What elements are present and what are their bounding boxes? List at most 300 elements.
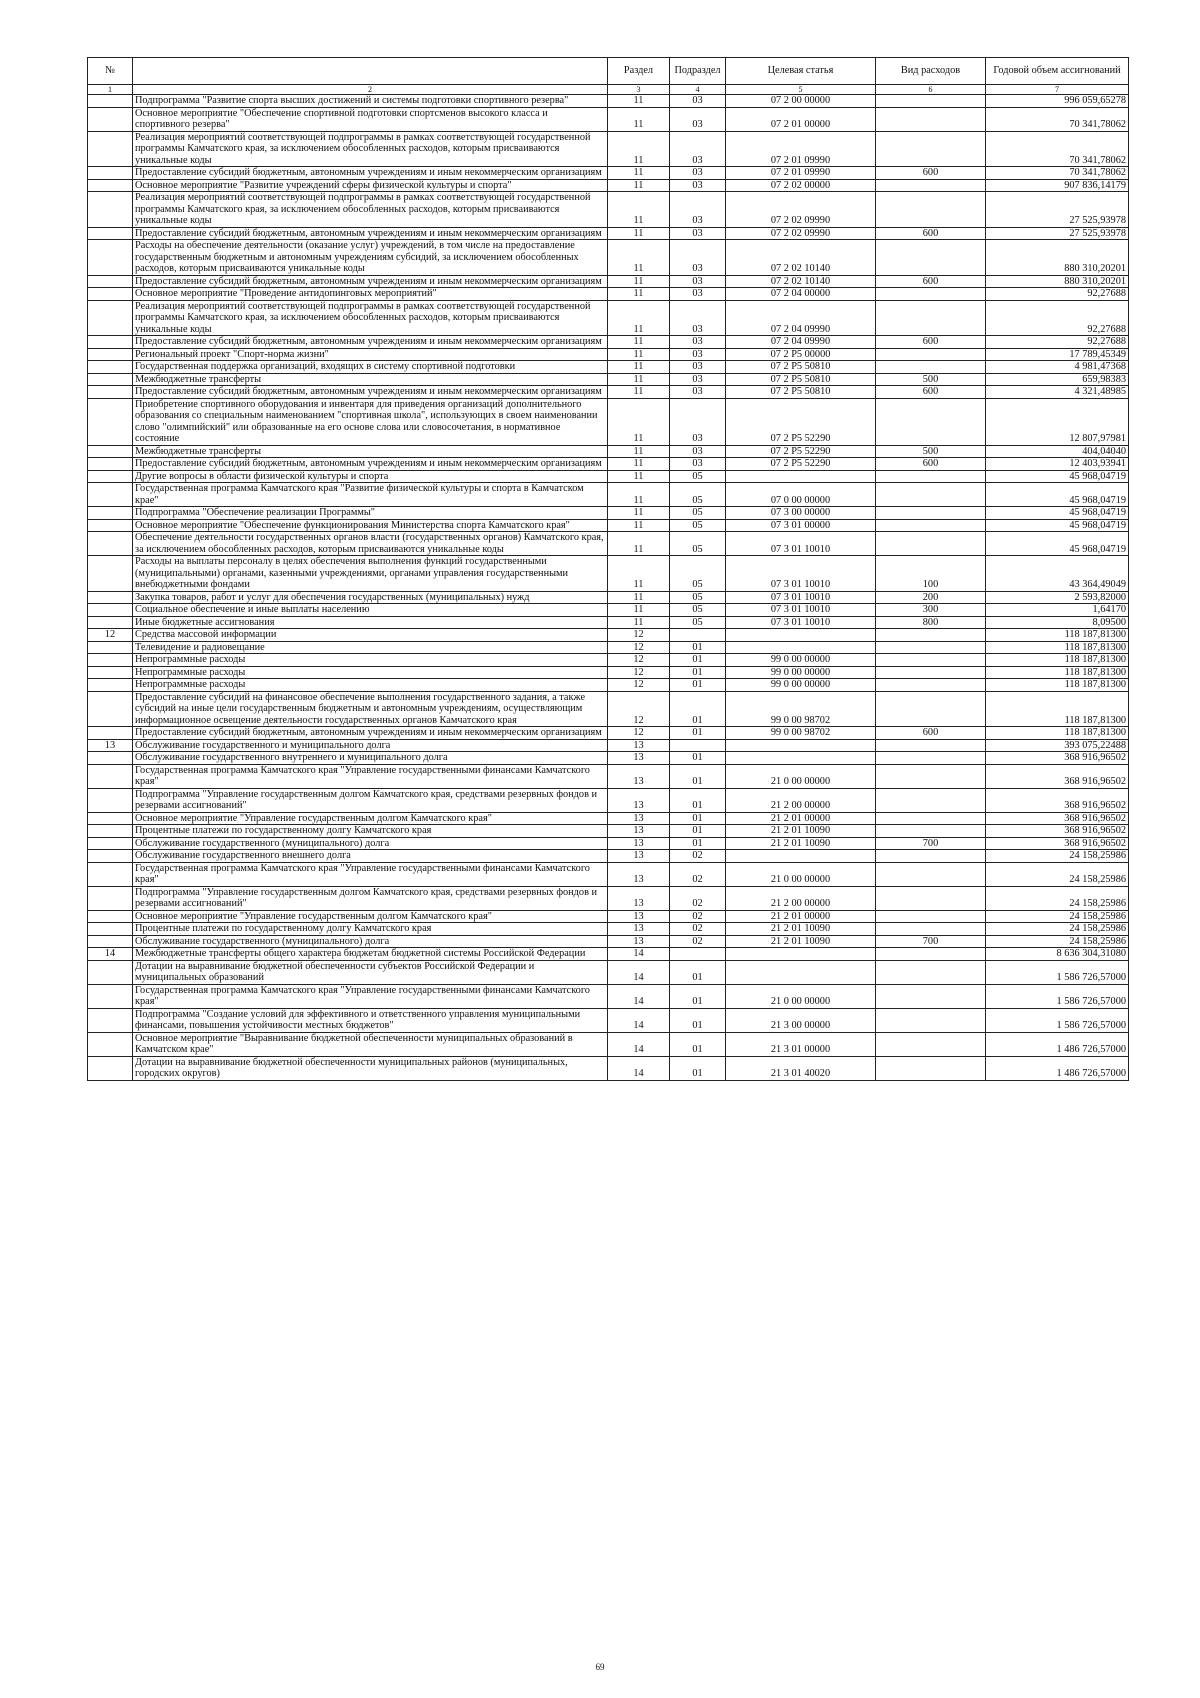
row-name: Государственная программа Камчатского края "Управление государственными финансами Камчатского края" <box>133 984 608 1008</box>
row-target-article: 07 2 04 00000 <box>726 288 876 301</box>
row-subsection: 01 <box>670 788 726 812</box>
row-number <box>88 192 133 228</box>
row-amount: 4 981,47368 <box>986 361 1129 374</box>
row-amount: 368 916,96502 <box>986 812 1129 825</box>
row-target-article: 07 2 P5 52290 <box>726 445 876 458</box>
row-target-article: 21 2 01 00000 <box>726 910 876 923</box>
row-section: 14 <box>608 1056 670 1080</box>
row-amount: 24 158,25986 <box>986 910 1129 923</box>
row-section: 11 <box>608 107 670 131</box>
row-target-article <box>726 850 876 863</box>
row-amount: 24 158,25986 <box>986 886 1129 910</box>
row-amount: 996 059,65278 <box>986 95 1129 108</box>
row-target-article: 21 2 01 00000 <box>726 812 876 825</box>
row-section: 13 <box>608 886 670 910</box>
row-expense-kind <box>876 483 986 507</box>
row-subsection: 03 <box>670 192 726 228</box>
table-row <box>88 107 1129 131</box>
row-subsection: 02 <box>670 935 726 948</box>
table-row <box>88 910 1129 923</box>
row-expense-kind <box>876 641 986 654</box>
row-subsection: 01 <box>670 960 726 984</box>
row-expense-kind <box>876 519 986 532</box>
row-amount: 368 916,96502 <box>986 788 1129 812</box>
row-subsection: 03 <box>670 275 726 288</box>
row-name: Основное мероприятие "Обеспечение функционирования Министерства спорта Камчатского края" <box>133 519 608 532</box>
table-row <box>88 445 1129 458</box>
row-amount: 368 916,96502 <box>986 752 1129 765</box>
row-target-article: 07 2 02 09990 <box>726 192 876 228</box>
row-amount: 92,27688 <box>986 288 1129 301</box>
row-section: 14 <box>608 984 670 1008</box>
row-amount: 24 158,25986 <box>986 850 1129 863</box>
row-number <box>88 862 133 886</box>
row-number <box>88 483 133 507</box>
row-amount: 907 836,14179 <box>986 179 1129 192</box>
header-subsection: Подраздел <box>670 58 726 85</box>
row-expense-kind <box>876 812 986 825</box>
row-name: Предоставление субсидий бюджетным, автономным учреждениям и иным некоммерческим организациям <box>133 386 608 399</box>
table-row <box>88 227 1129 240</box>
row-amount: 70 341,78062 <box>986 107 1129 131</box>
row-number <box>88 691 133 727</box>
row-number <box>88 886 133 910</box>
row-number <box>88 458 133 471</box>
row-expense-kind <box>876 666 986 679</box>
row-section: 12 <box>608 727 670 740</box>
row-number <box>88 812 133 825</box>
row-number <box>88 679 133 692</box>
row-amount: 1 586 726,57000 <box>986 984 1129 1008</box>
row-target-article: 99 0 00 00000 <box>726 654 876 667</box>
header-target: Целевая статья <box>726 58 876 85</box>
row-amount: 12 807,97981 <box>986 398 1129 445</box>
row-name: Реализация мероприятий соответствующей подпрограммы в рамках соответствующей государственной программы Камчатского края, за исключением обособленных расходов, которым присваиваются уникальные коды <box>133 300 608 336</box>
row-expense-kind: 600 <box>876 727 986 740</box>
row-target-article: 07 2 04 09990 <box>726 300 876 336</box>
table-row <box>88 398 1129 445</box>
row-amount: 70 341,78062 <box>986 167 1129 180</box>
row-section: 11 <box>608 95 670 108</box>
table-row <box>88 764 1129 788</box>
row-section: 11 <box>608 373 670 386</box>
row-name: Расходы на выплаты персоналу в целях обеспечения выполнения функций государственными (муниципальными) органами, казенными учреждениями, органами управления государственными внебюджетными фондами <box>133 556 608 592</box>
row-target-article: 21 0 00 00000 <box>726 862 876 886</box>
row-subsection: 01 <box>670 837 726 850</box>
row-subsection: 05 <box>670 483 726 507</box>
row-name: Дотации на выравнивание бюджетной обеспеченности субъектов Российской Федерации и муниципальных образований <box>133 960 608 984</box>
row-number <box>88 604 133 617</box>
row-name: Основное мероприятие "Управление государственным долгом Камчатского края" <box>133 812 608 825</box>
table-row <box>88 679 1129 692</box>
row-expense-kind <box>876 679 986 692</box>
row-section: 11 <box>608 386 670 399</box>
row-section: 11 <box>608 591 670 604</box>
row-expense-kind <box>876 910 986 923</box>
row-number <box>88 1056 133 1080</box>
table-row <box>88 825 1129 838</box>
row-section: 14 <box>608 1032 670 1056</box>
row-subsection <box>670 629 726 642</box>
row-number <box>88 227 133 240</box>
row-subsection: 03 <box>670 336 726 349</box>
row-target-article: 21 2 01 10090 <box>726 825 876 838</box>
row-name: Государственная программа Камчатского края "Управление государственными финансами Камчатского края" <box>133 764 608 788</box>
row-amount: 118 187,81300 <box>986 727 1129 740</box>
row-expense-kind <box>876 1032 986 1056</box>
row-section: 11 <box>608 556 670 592</box>
row-number <box>88 470 133 483</box>
row-number <box>88 556 133 592</box>
row-amount: 118 187,81300 <box>986 654 1129 667</box>
row-expense-kind: 800 <box>876 616 986 629</box>
row-name: Предоставление субсидий бюджетным, автономным учреждениям и иным некоммерческим организациям <box>133 167 608 180</box>
row-expense-kind <box>876 739 986 752</box>
row-expense-kind <box>876 752 986 765</box>
row-number <box>88 788 133 812</box>
row-expense-kind <box>876 691 986 727</box>
row-section: 11 <box>608 336 670 349</box>
table-row <box>88 1032 1129 1056</box>
row-subsection: 01 <box>670 691 726 727</box>
row-expense-kind: 700 <box>876 837 986 850</box>
row-subsection: 01 <box>670 679 726 692</box>
row-name: Основное мероприятие "Проведение антидопинговых мероприятий" <box>133 288 608 301</box>
table-row <box>88 519 1129 532</box>
row-subsection: 05 <box>670 556 726 592</box>
row-subsection <box>670 739 726 752</box>
row-subsection: 03 <box>670 373 726 386</box>
row-name: Расходы на обеспечение деятельности (оказание услуг) учреждений, в том числе на предоставление государственным бюджетным и автономным учреждениям субсидий, за исключением обособленных расходов, которым присваиваются уникальные коды <box>133 240 608 276</box>
row-number <box>88 532 133 556</box>
row-target-article: 07 2 01 09990 <box>726 131 876 167</box>
row-name: Основное мероприятие "Выравнивание бюджетной обеспеченности муниципальных образований в Камчатском крае" <box>133 1032 608 1056</box>
row-number <box>88 507 133 520</box>
header-number: 3 <box>608 85 670 95</box>
row-amount: 27 525,93978 <box>986 192 1129 228</box>
row-name: Закупка товаров, работ и услуг для обеспечения государственных (муниципальных) нужд <box>133 591 608 604</box>
row-target-article: 07 2 00 00000 <box>726 95 876 108</box>
row-number <box>88 616 133 629</box>
row-target-article: 07 2 02 10140 <box>726 275 876 288</box>
row-target-article <box>726 960 876 984</box>
row-section: 14 <box>608 1008 670 1032</box>
row-section: 13 <box>608 923 670 936</box>
row-amount: 659,98383 <box>986 373 1129 386</box>
row-number <box>88 923 133 936</box>
header-amount: Годовой объем ассигнований <box>986 58 1129 85</box>
table-row <box>88 361 1129 374</box>
header-number: 7 <box>986 85 1129 95</box>
row-amount: 24 158,25986 <box>986 923 1129 936</box>
table-row <box>88 1056 1129 1080</box>
row-expense-kind <box>876 886 986 910</box>
row-subsection: 03 <box>670 131 726 167</box>
row-amount: 368 916,96502 <box>986 825 1129 838</box>
table-row <box>88 95 1129 108</box>
row-expense-kind: 600 <box>876 336 986 349</box>
row-expense-kind: 100 <box>876 556 986 592</box>
row-expense-kind: 500 <box>876 445 986 458</box>
header-name <box>133 58 608 85</box>
row-target-article: 21 2 01 10090 <box>726 923 876 936</box>
row-number: 14 <box>88 948 133 961</box>
table-row <box>88 483 1129 507</box>
row-number <box>88 95 133 108</box>
row-expense-kind: 600 <box>876 275 986 288</box>
row-subsection: 02 <box>670 923 726 936</box>
row-name: Предоставление субсидий бюджетным, автономным учреждениям и иным некоммерческим организациям <box>133 275 608 288</box>
row-target-article: 21 3 01 00000 <box>726 1032 876 1056</box>
table-row <box>88 240 1129 276</box>
row-section: 11 <box>608 519 670 532</box>
row-subsection: 03 <box>670 240 726 276</box>
header-section: Раздел <box>608 58 670 85</box>
row-amount: 1 586 726,57000 <box>986 1008 1129 1032</box>
row-expense-kind <box>876 300 986 336</box>
table-row <box>88 288 1129 301</box>
row-amount: 45 968,04719 <box>986 507 1129 520</box>
row-target-article: 99 0 00 98702 <box>726 691 876 727</box>
row-name: Предоставление субсидий бюджетным, автономным учреждениям и иным некоммерческим организациям <box>133 336 608 349</box>
row-section: 11 <box>608 361 670 374</box>
row-amount: 70 341,78062 <box>986 131 1129 167</box>
row-name: Непрограммные расходы <box>133 654 608 667</box>
row-target-article: 07 2 P5 50810 <box>726 373 876 386</box>
row-subsection: 02 <box>670 862 726 886</box>
row-section: 11 <box>608 167 670 180</box>
table-row <box>88 739 1129 752</box>
table-row <box>88 167 1129 180</box>
row-amount: 118 187,81300 <box>986 691 1129 727</box>
row-target-article: 21 3 01 40020 <box>726 1056 876 1080</box>
row-target-article: 07 2 02 00000 <box>726 179 876 192</box>
row-target-article <box>726 752 876 765</box>
row-expense-kind: 600 <box>876 167 986 180</box>
row-name: Непрограммные расходы <box>133 679 608 692</box>
table-row <box>88 691 1129 727</box>
row-subsection: 02 <box>670 910 726 923</box>
row-amount: 92,27688 <box>986 336 1129 349</box>
row-subsection: 01 <box>670 1032 726 1056</box>
table-row <box>88 960 1129 984</box>
table-row <box>88 532 1129 556</box>
row-subsection: 05 <box>670 532 726 556</box>
row-number <box>88 591 133 604</box>
row-subsection <box>670 948 726 961</box>
row-subsection: 02 <box>670 886 726 910</box>
row-subsection: 05 <box>670 519 726 532</box>
row-target-article: 99 0 00 00000 <box>726 666 876 679</box>
table-row <box>88 837 1129 850</box>
row-number <box>88 825 133 838</box>
table-row <box>88 752 1129 765</box>
row-section: 11 <box>608 470 670 483</box>
row-name: Межбюджетные трансферты <box>133 373 608 386</box>
row-amount: 27 525,93978 <box>986 227 1129 240</box>
row-section: 13 <box>608 837 670 850</box>
row-section: 12 <box>608 679 670 692</box>
row-target-article: 07 2 02 09990 <box>726 227 876 240</box>
row-amount: 8,09500 <box>986 616 1129 629</box>
row-number <box>88 300 133 336</box>
row-section: 13 <box>608 764 670 788</box>
row-target-article <box>726 470 876 483</box>
row-section: 13 <box>608 910 670 923</box>
row-number <box>88 1032 133 1056</box>
table-row <box>88 654 1129 667</box>
row-expense-kind: 300 <box>876 604 986 617</box>
row-target-article: 07 3 01 00000 <box>726 519 876 532</box>
row-number <box>88 764 133 788</box>
row-target-article: 07 2 02 10140 <box>726 240 876 276</box>
row-section: 11 <box>608 179 670 192</box>
row-name: Телевидение и радиовещание <box>133 641 608 654</box>
table-row <box>88 507 1129 520</box>
row-name: Предоставление субсидий бюджетным, автономным учреждениям и иным некоммерческим организациям <box>133 227 608 240</box>
row-name: Средства массовой информации <box>133 629 608 642</box>
table-row <box>88 604 1129 617</box>
table-row <box>88 458 1129 471</box>
row-number <box>88 167 133 180</box>
row-target-article: 21 0 00 00000 <box>726 764 876 788</box>
row-amount: 45 968,04719 <box>986 532 1129 556</box>
table-row <box>88 935 1129 948</box>
row-section: 11 <box>608 483 670 507</box>
row-target-article: 21 2 00 00000 <box>726 788 876 812</box>
row-name: Приобретение спортивного оборудования и инвентаря для приведения организаций дополнительного образования со специальным наименованием "спортивная школа", использующих в своем наименовании слово "олимпийский" или образованные на его основе слова или словосочетания, в нормативное состояние <box>133 398 608 445</box>
row-name: Государственная программа Камчатского края "Управление государственными финансами Камчатского края" <box>133 862 608 886</box>
table-row <box>88 984 1129 1008</box>
row-section: 12 <box>608 654 670 667</box>
header-numbers-row <box>88 85 1129 95</box>
row-section: 14 <box>608 948 670 961</box>
row-number <box>88 850 133 863</box>
row-number <box>88 666 133 679</box>
table-row <box>88 812 1129 825</box>
header-number: 4 <box>670 85 726 95</box>
row-name: Обслуживание государственного и муниципального долга <box>133 739 608 752</box>
row-section: 12 <box>608 629 670 642</box>
row-subsection: 05 <box>670 507 726 520</box>
table-row <box>88 386 1129 399</box>
row-name: Подпрограмма "Создание условий для эффективного и ответственного управления муниципальными финансами, повышения устойчивости местных бюджетов" <box>133 1008 608 1032</box>
row-target-article: 21 2 00 00000 <box>726 886 876 910</box>
header-number: 1 <box>88 85 133 95</box>
row-amount: 4 321,48985 <box>986 386 1129 399</box>
row-expense-kind <box>876 192 986 228</box>
row-number <box>88 348 133 361</box>
row-subsection: 03 <box>670 227 726 240</box>
header-kind: Вид расходов <box>876 58 986 85</box>
row-subsection: 05 <box>670 604 726 617</box>
row-target-article: 21 2 01 10090 <box>726 935 876 948</box>
row-number: 13 <box>88 739 133 752</box>
row-number <box>88 386 133 399</box>
row-expense-kind <box>876 131 986 167</box>
row-section: 11 <box>608 348 670 361</box>
header-number: 5 <box>726 85 876 95</box>
row-section: 11 <box>608 300 670 336</box>
row-subsection: 01 <box>670 641 726 654</box>
row-amount: 12 403,93941 <box>986 458 1129 471</box>
row-expense-kind: 700 <box>876 935 986 948</box>
row-expense-kind <box>876 348 986 361</box>
header-row <box>88 58 1129 85</box>
row-section: 11 <box>608 507 670 520</box>
row-amount: 8 636 304,31080 <box>986 948 1129 961</box>
row-amount: 118 187,81300 <box>986 679 1129 692</box>
row-expense-kind: 600 <box>876 227 986 240</box>
row-subsection: 03 <box>670 300 726 336</box>
table-row <box>88 275 1129 288</box>
row-name: Региональный проект "Спорт-норма жизни" <box>133 348 608 361</box>
row-number <box>88 519 133 532</box>
row-section: 11 <box>608 227 670 240</box>
row-expense-kind <box>876 532 986 556</box>
row-section: 12 <box>608 641 670 654</box>
row-name: Процентные платежи по государственному долгу Камчатского края <box>133 825 608 838</box>
row-number <box>88 752 133 765</box>
row-expense-kind <box>876 654 986 667</box>
row-target-article: 07 3 00 00000 <box>726 507 876 520</box>
row-amount: 118 187,81300 <box>986 666 1129 679</box>
row-expense-kind <box>876 1008 986 1032</box>
row-expense-kind <box>876 984 986 1008</box>
row-amount: 393 075,22488 <box>986 739 1129 752</box>
row-number <box>88 960 133 984</box>
row-section: 13 <box>608 812 670 825</box>
budget-table-sheet <box>87 57 1128 1081</box>
table-row <box>88 591 1129 604</box>
row-expense-kind <box>876 960 986 984</box>
row-amount: 1,64170 <box>986 604 1129 617</box>
row-name: Межбюджетные трансферты <box>133 445 608 458</box>
header-number: 6 <box>876 85 986 95</box>
row-amount: 92,27688 <box>986 300 1129 336</box>
row-amount: 368 916,96502 <box>986 837 1129 850</box>
row-amount: 45 968,04719 <box>986 519 1129 532</box>
row-target-article <box>726 948 876 961</box>
row-number <box>88 373 133 386</box>
table-row <box>88 131 1129 167</box>
row-subsection: 01 <box>670 1008 726 1032</box>
row-expense-kind: 600 <box>876 458 986 471</box>
row-section: 11 <box>608 192 670 228</box>
row-name: Государственная программа Камчатского края "Развитие физической культуры и спорта в Камчатском крае" <box>133 483 608 507</box>
row-number <box>88 727 133 740</box>
row-target-article: 99 0 00 00000 <box>726 679 876 692</box>
table-row <box>88 629 1129 642</box>
row-section: 12 <box>608 666 670 679</box>
row-expense-kind <box>876 764 986 788</box>
row-subsection: 05 <box>670 470 726 483</box>
row-target-article: 07 3 01 10010 <box>726 556 876 592</box>
row-subsection: 03 <box>670 95 726 108</box>
row-section: 11 <box>608 458 670 471</box>
row-name: Обслуживание государственного внутреннего и муниципального долга <box>133 752 608 765</box>
row-amount: 118 187,81300 <box>986 641 1129 654</box>
row-name: Иные бюджетные ассигнования <box>133 616 608 629</box>
row-section: 13 <box>608 862 670 886</box>
row-expense-kind <box>876 825 986 838</box>
table-row <box>88 470 1129 483</box>
row-section: 13 <box>608 752 670 765</box>
row-name: Основное мероприятие "Обеспечение спортивной подготовки спортсменов высокого класса и спортивного резерва" <box>133 107 608 131</box>
row-subsection: 01 <box>670 666 726 679</box>
row-target-article: 07 3 01 10010 <box>726 616 876 629</box>
row-section: 13 <box>608 850 670 863</box>
